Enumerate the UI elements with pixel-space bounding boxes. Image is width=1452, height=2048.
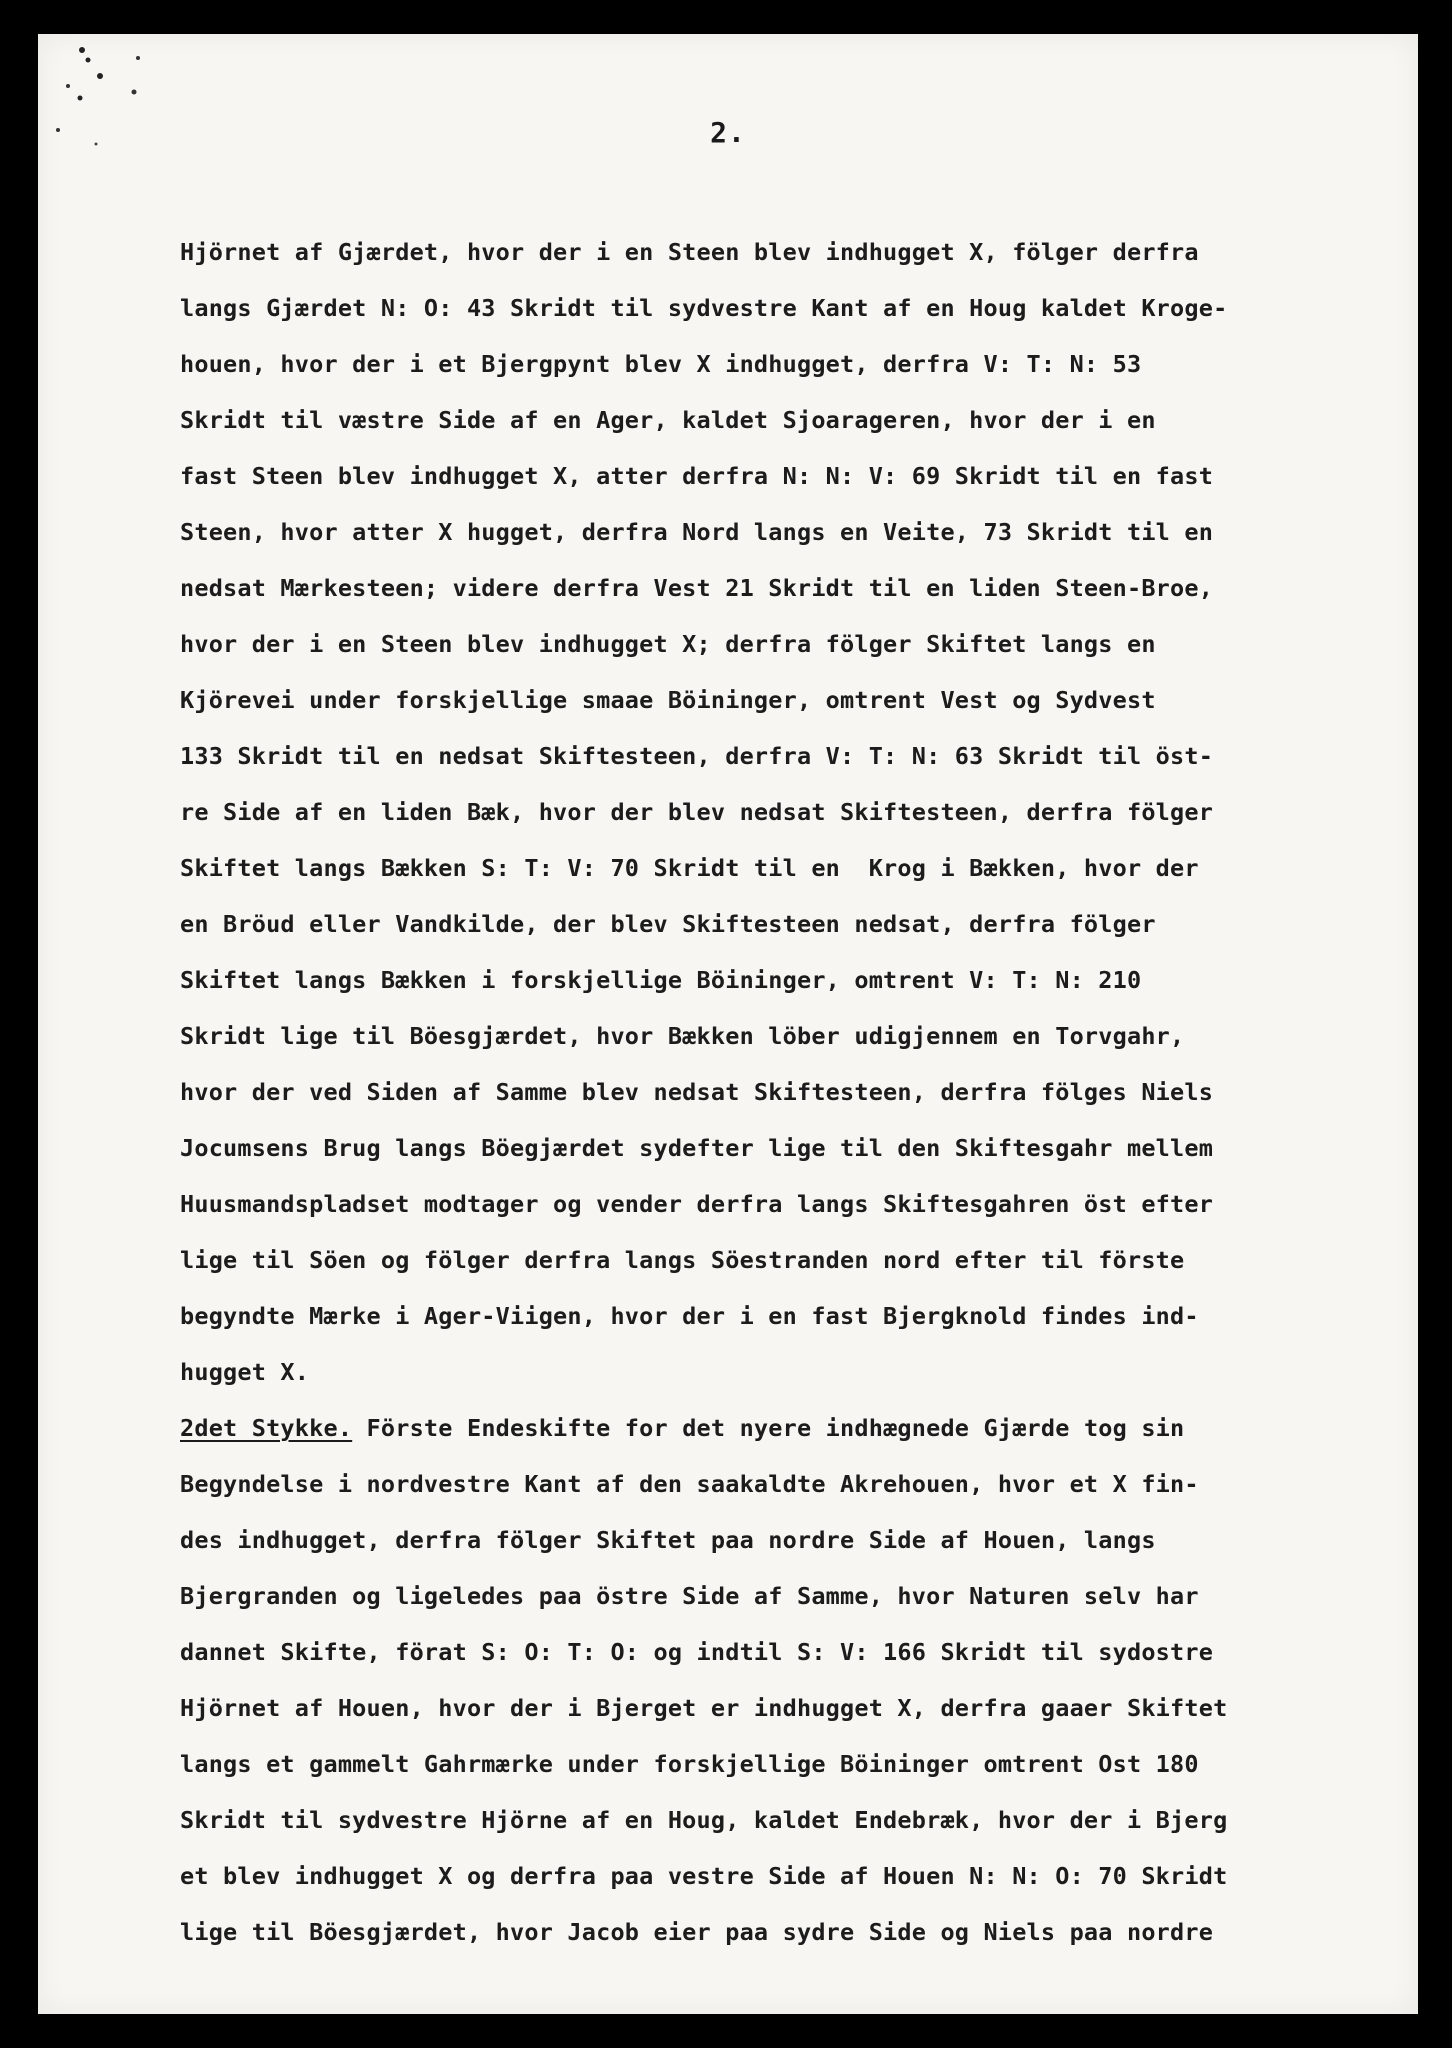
section-heading: 2det Stykke. bbox=[180, 1414, 353, 1442]
line-text: Jocumsens Brug langs Böegjærdet sydefter lige til den Skiftesgahr mellem bbox=[180, 1134, 1214, 1162]
text-line bbox=[180, 1792, 1450, 1848]
line-text: et blev indhugget X og derfra paa vestre Side af Houen N: N: O: 70 Skridt bbox=[180, 1862, 1228, 1890]
line-text: Huusmandspladset modtager og vender derfra langs Skiftesgahren öst efter bbox=[180, 1190, 1214, 1218]
line-text: langs et gammelt Gahrmærke under forskjellige Böininger omtrent Ost 180 bbox=[180, 1750, 1199, 1778]
line-text: Skridt lige til Böesgjærdet, hvor Bækken löber udigjennem en Torvgahr, bbox=[180, 1022, 1185, 1050]
text-line bbox=[180, 1904, 1450, 1960]
line-text: Bjergranden og ligeledes paa östre Side af Samme, hvor Naturen selv har bbox=[180, 1582, 1199, 1610]
document-page bbox=[38, 34, 1418, 2014]
line-text: Hjörnet af Gjærdet, hvor der i en Steen blev indhugget X, fölger derfra bbox=[180, 238, 1199, 266]
line-text: des indhugget, derfra fölger Skiftet paa nordre Side af Houen, langs bbox=[180, 1526, 1156, 1554]
line-text: houen, hvor der i et Bjergpynt blev X indhugget, derfra V: T: N: 53 bbox=[180, 350, 1142, 378]
line-text: Begyndelse i nordvestre Kant af den saakaldte Akrehouen, hvor et X fin- bbox=[180, 1470, 1199, 1498]
line-text: nedsat Mærkesteen; videre derfra Vest 21 Skridt til en liden Steen-Broe, bbox=[180, 574, 1214, 602]
text-line bbox=[180, 392, 1450, 448]
line-text: en Bröud eller Vandkilde, der blev Skiftesteen nedsat, derfra fölger bbox=[180, 910, 1156, 938]
line-text: langs Gjærdet N: O: 43 Skridt til sydvestre Kant af en Houg kaldet Kroge- bbox=[180, 294, 1228, 322]
text-line bbox=[180, 728, 1450, 784]
text-line bbox=[180, 896, 1450, 952]
line-text: lige til Böesgjærdet, hvor Jacob eier paa sydre Side og Niels paa nordre bbox=[180, 1918, 1214, 1946]
line-text: Kjörevei under forskjellige smaae Böininger, omtrent Vest og Sydvest bbox=[180, 686, 1156, 714]
text-line bbox=[180, 1736, 1450, 1792]
line-text: Skiftet langs Bækken S: T: V: 70 Skridt til en Krog i Bækken, hvor der bbox=[180, 854, 1199, 882]
text-line bbox=[180, 1848, 1450, 1904]
line-text: hvor der ved Siden af Samme blev nedsat Skiftesteen, derfra fölges Niels bbox=[180, 1078, 1214, 1106]
text-line bbox=[180, 952, 1450, 1008]
text-line bbox=[180, 840, 1450, 896]
text-line bbox=[180, 1568, 1450, 1624]
line-text: re Side af en liden Bæk, hvor der blev nedsat Skiftesteen, derfra fölger bbox=[180, 798, 1214, 826]
text-line bbox=[180, 1400, 1450, 1456]
line-text: 133 Skridt til en nedsat Skiftesteen, derfra V: T: N: 63 Skridt til öst- bbox=[180, 742, 1214, 770]
text-line bbox=[180, 280, 1450, 336]
text-line bbox=[180, 336, 1450, 392]
line-text: Skridt til sydvestre Hjörne af en Houg, kaldet Endebræk, hvor der i Bjerg bbox=[180, 1806, 1228, 1834]
line-text: lige til Söen og fölger derfra langs Söestranden nord efter til förste bbox=[180, 1246, 1185, 1274]
line-text: dannet Skifte, förat S: O: T: O: og indtil S: V: 166 Skridt til sydostre bbox=[180, 1638, 1214, 1666]
line-text: Steen, hvor atter X hugget, derfra Nord langs en Veite, 73 Skridt til en bbox=[180, 518, 1214, 546]
line-text: Hjörnet af Houen, hvor der i Bjerget er indhugget X, derfra gaaer Skiftet bbox=[180, 1694, 1228, 1722]
line-text: hugget X. bbox=[180, 1358, 310, 1386]
text-line bbox=[180, 1288, 1450, 1344]
text-line bbox=[180, 1512, 1450, 1568]
text-line bbox=[180, 616, 1450, 672]
line-text: Skiftet langs Bækken i forskjellige Böininger, omtrent V: T: N: 210 bbox=[180, 966, 1142, 994]
text-line bbox=[180, 224, 1450, 280]
text-line bbox=[180, 1064, 1450, 1120]
text-line bbox=[180, 504, 1450, 560]
line-text: begyndte Mærke i Ager-Viigen, hvor der i en fast Bjergknold findes ind- bbox=[180, 1302, 1199, 1330]
line-text: fast Steen blev indhugget X, atter derfra N: N: V: 69 Skridt til en fast bbox=[180, 462, 1214, 490]
text-line bbox=[180, 1624, 1450, 1680]
text-line bbox=[180, 672, 1450, 728]
text-line bbox=[180, 1176, 1450, 1232]
text-line bbox=[180, 448, 1450, 504]
line-text: Förste Endeskifte for det nyere indhægnede Gjærde tog sin bbox=[352, 1414, 1185, 1442]
text-line bbox=[180, 1120, 1450, 1176]
document-body bbox=[180, 224, 1450, 1960]
text-line bbox=[180, 1680, 1450, 1736]
line-text: Skridt til væstre Side af en Ager, kaldet Sjoarageren, hvor der i en bbox=[180, 406, 1156, 434]
line-text: hvor der i en Steen blev indhugget X; derfra fölger Skiftet langs en bbox=[180, 630, 1156, 658]
page-number: 2. bbox=[710, 116, 746, 149]
text-line bbox=[180, 784, 1450, 840]
text-line bbox=[180, 1008, 1450, 1064]
text-line bbox=[180, 560, 1450, 616]
text-line bbox=[180, 1232, 1450, 1288]
text-line bbox=[180, 1344, 1450, 1400]
text-line bbox=[180, 1456, 1450, 1512]
